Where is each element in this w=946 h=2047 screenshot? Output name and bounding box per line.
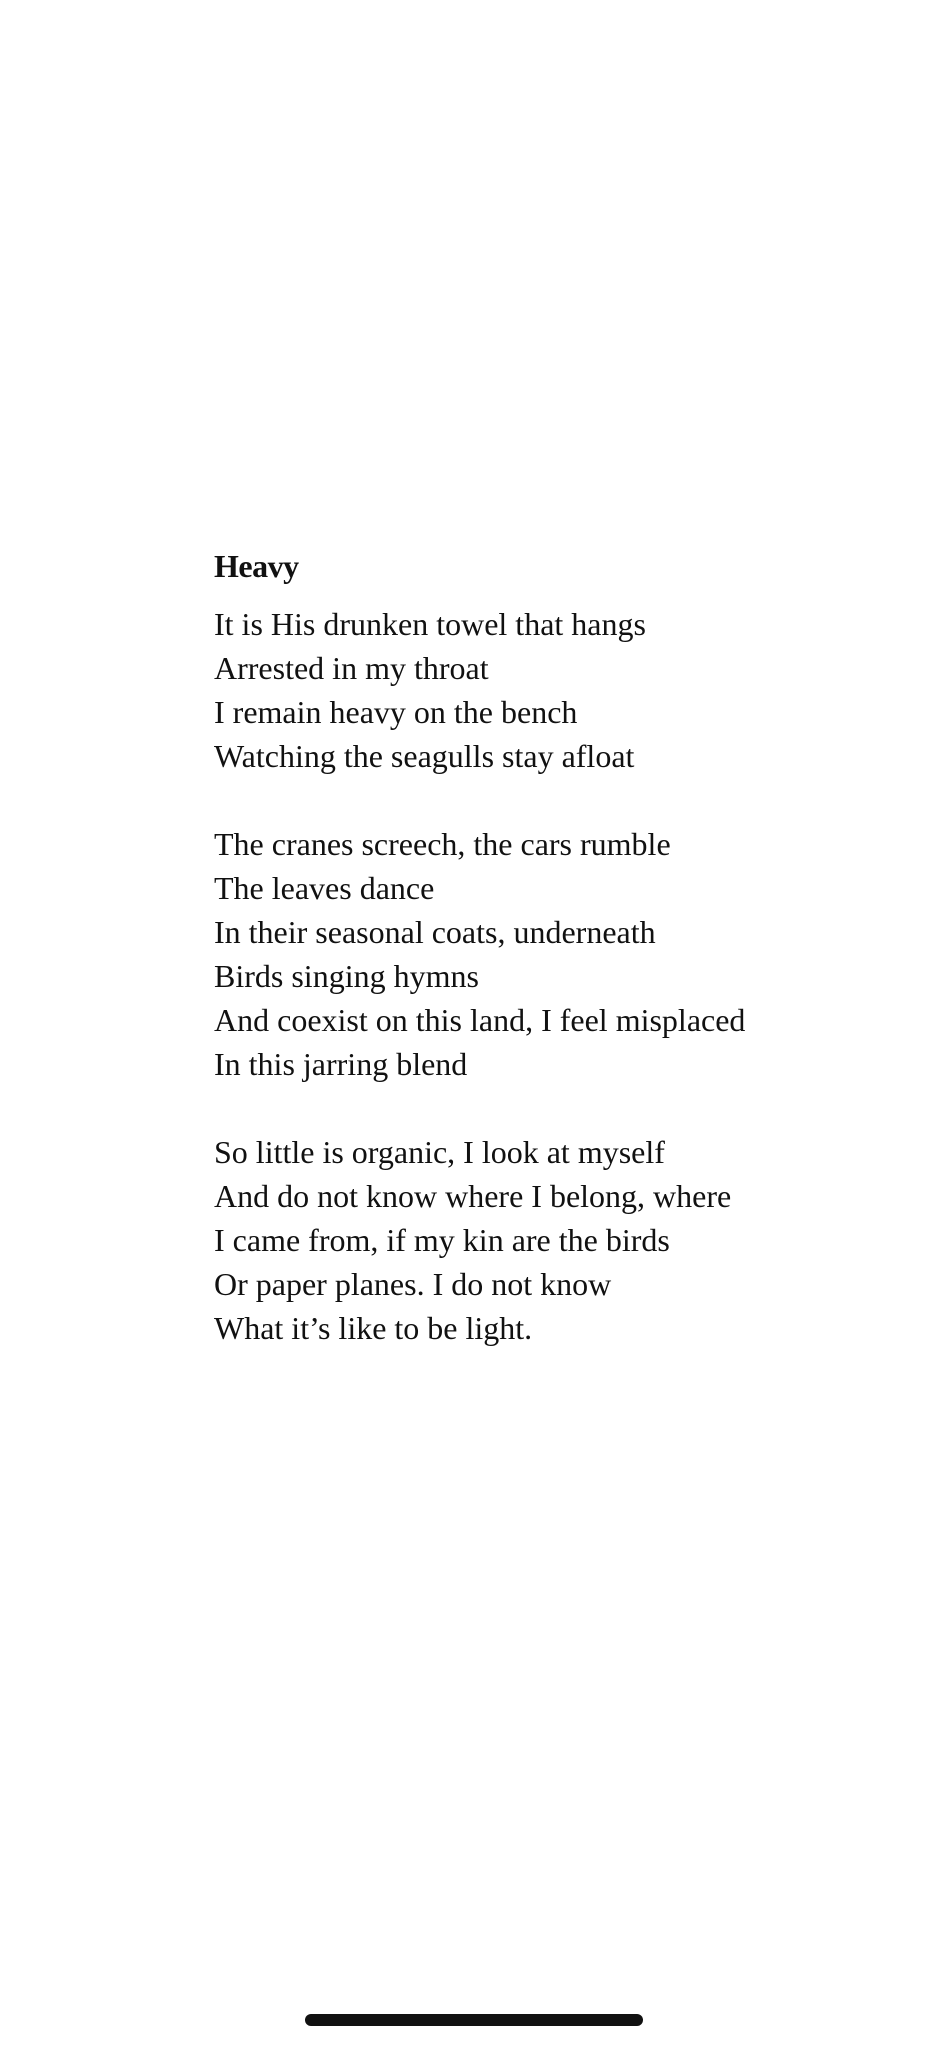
- poem-title: Heavy: [214, 548, 299, 584]
- poem-container: [214, 546, 914, 1394]
- stanza-3: [214, 1130, 914, 1350]
- poem-line: I came from, if my kin are the birds: [214, 1222, 670, 1258]
- poem-line: Birds singing hymns: [214, 958, 479, 994]
- poem-line: So little is organic, I look at myself: [214, 1134, 665, 1170]
- poem-line: I remain heavy on the bench: [214, 694, 578, 730]
- poem-line: In this jarring blend: [214, 1046, 468, 1082]
- poem-line: Watching the seagulls stay afloat: [214, 738, 635, 774]
- poem-line: The cranes screech, the cars rumble: [214, 826, 671, 862]
- stanza-2: [214, 822, 914, 1086]
- poem-line: Or paper planes. I do not know: [214, 1266, 612, 1302]
- poem-line: What it’s like to be light.: [214, 1310, 533, 1346]
- stanza-1: [214, 602, 914, 778]
- poem-line: In their seasonal coats, underneath: [214, 914, 656, 950]
- poem-line: And do not know where I belong, where: [214, 1178, 732, 1214]
- poem-line: It is His drunken towel that hangs: [214, 606, 646, 642]
- poem-line: The leaves dance: [214, 870, 435, 906]
- poem-line: And coexist on this land, I feel misplaced: [214, 1002, 746, 1038]
- poem-line: Arrested in my throat: [214, 650, 489, 686]
- home-indicator[interactable]: [305, 2014, 643, 2026]
